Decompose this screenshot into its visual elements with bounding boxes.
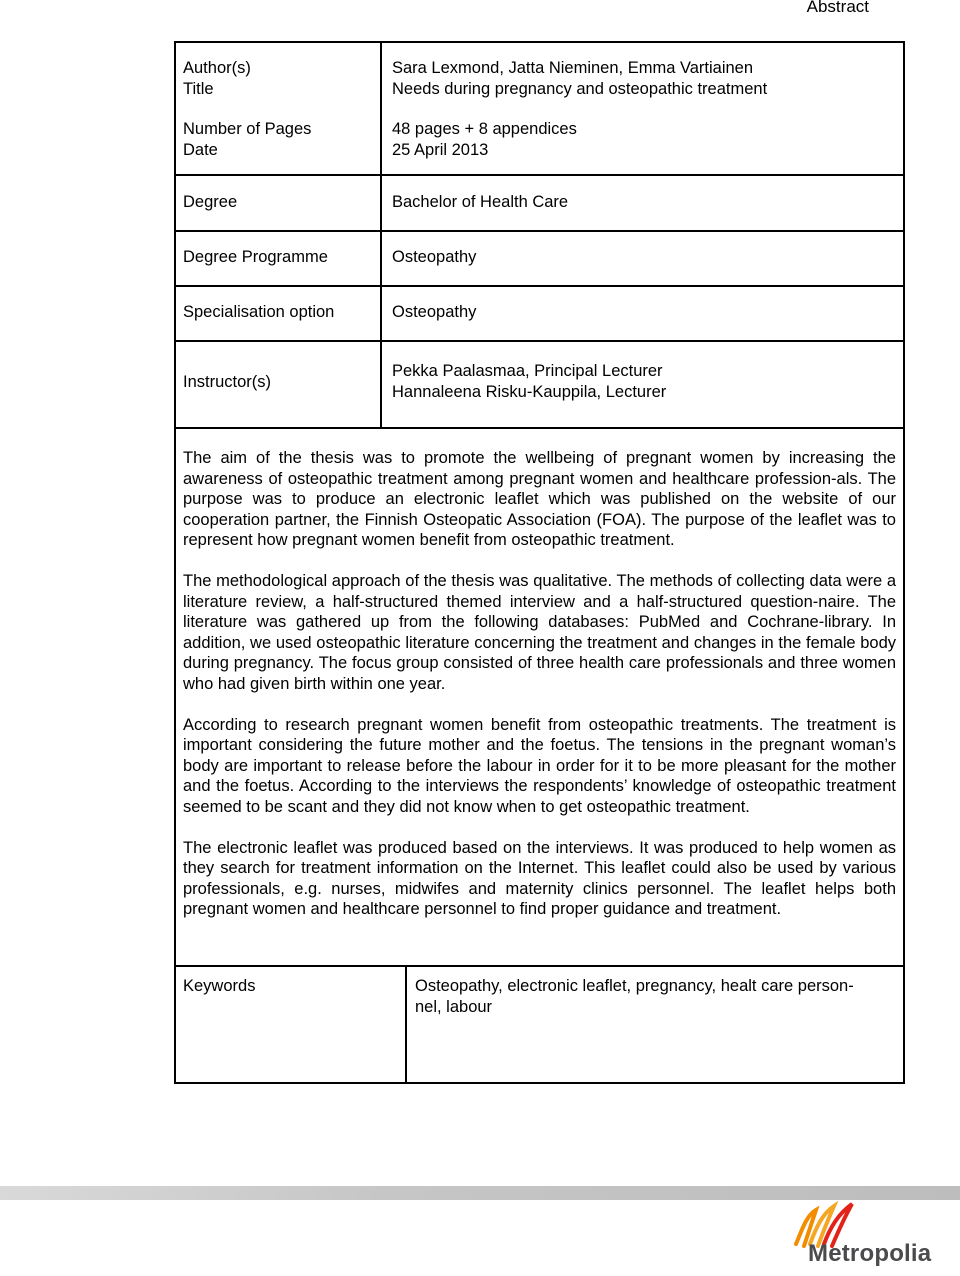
abstract-paragraph-2: The methodological approach of the thesis was qualitative. The methods of collecting data were a literature review, a half-structured themed interview and a half-structured question-naire. The literature was gathered up from the following databases: PubMed and Cochrane-library. In addition, we used osteopathic literature concerning the treatment and changes in the female body during pregnancy. The focus group consisted of three health care professionals and three women who had given birth within one year. [183, 572, 896, 693]
abstract-paragraph-3: According to research pregnant women benefit from osteopathic treatments. The treatment is important considering the future mother and the foetus. The tensions in the pregnant woman’s body are important to release before the labour in order for it to be more pleasant for the mother and the foetus. According to the interviews the respondents’ knowledge of osteopathic treatment seemed to be scant and they did not know when to get osteopathic treatment. [183, 715, 896, 816]
abstract-paragraph-4: The electronic leaflet was produced based on the interviews. It was produced to help women as they search for treatment information on the Internet. This leaflet could also be used by various professionals, e.g. nurses, midwifes and maternity clinics personnel. The leaflet helps both pregnant women and healthcare personnel to find proper guidance and treatment. [183, 838, 896, 918]
programme-label: Degree Programme [183, 248, 328, 266]
keywords-label: Keywords [183, 977, 256, 995]
keywords-line-2: nel, labour [415, 998, 493, 1016]
abstract-paragraph-1: The aim of the thesis was to promote the wellbeing of pregnant women by increasing the awareness of osteopathic treatment among pregnant women and healthcare profession-als. The purpose was to produce an electronic leaflet which was published on the website of our cooperation partner, the Finnish Osteopatic Association (FOA). The purpose of the leaflet was to represent how pregnant women benefit from osteopathic treatment. [183, 449, 896, 549]
table-row-divider [174, 174, 905, 176]
title-value: Needs during pregnancy and osteopathic treatment [392, 80, 768, 98]
instructor-1: Pekka Paalasmaa, Principal Lecturer [392, 362, 663, 380]
authors-value: Sara Lexmond, Jatta Nieminen, Emma Vartiainen [392, 59, 754, 77]
abstract-body [183, 448, 896, 940]
table-column-divider [380, 41, 382, 429]
date-value: 25 April 2013 [392, 141, 489, 159]
table-row-divider [174, 427, 905, 429]
specialisation-label: Specialisation option [183, 303, 335, 321]
pages-value: 48 pages + 8 appendices [392, 120, 577, 138]
keywords-row-divider [174, 965, 905, 967]
table-row-divider [174, 340, 905, 342]
specialisation-value: Osteopathy [392, 303, 477, 321]
degree-value: Bachelor of Health Care [392, 193, 569, 211]
page-header-label: Abstract [806, 0, 869, 16]
table-row-divider [174, 285, 905, 287]
footer-band [0, 1186, 960, 1200]
programme-value: Osteopathy [392, 248, 477, 266]
keywords-line-1: Osteopathy, electronic leaflet, pregnancy, healt care person- [415, 977, 854, 995]
date-label: Date [183, 141, 218, 159]
table-row-divider [174, 230, 905, 232]
authors-label: Author(s) [183, 59, 251, 77]
instructors-label: Instructor(s) [183, 373, 272, 391]
keywords-column-divider [405, 965, 407, 1084]
degree-label: Degree [183, 193, 238, 211]
instructor-2: Hannaleena Risku-Kauppila, Lecturer [392, 383, 667, 401]
pages-label: Number of Pages [183, 120, 312, 138]
title-label: Title [183, 80, 214, 98]
metropolia-logo-text: Metropolia [808, 1240, 932, 1267]
